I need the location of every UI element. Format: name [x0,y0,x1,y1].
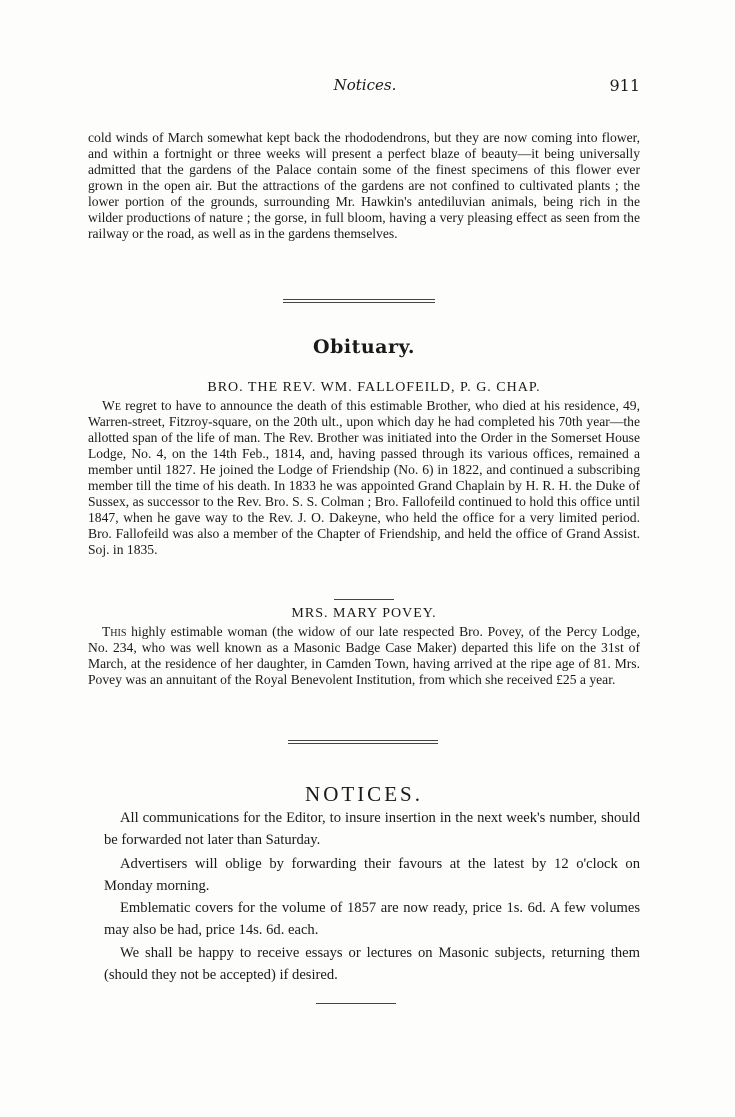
notice-item: Advertisers will oblige by forwarding their favours at the latest by 12 o'clock on Monday morning. [104,856,640,894]
obituary-heading-fallofeild: BRO. THE REV. WM. FALLOFEILD, P. G. CHAP. [207,380,541,395]
entry-divider [334,599,394,600]
obituary-entry-fallofeild [88,398,640,558]
obituary-entry-povey [88,624,640,688]
notice-item: We shall be happy to receive essays or lectures on Masonic subjects, returning them (should they not be accepted) if desired. [104,945,640,983]
obituary-title: Obituary. [313,336,415,358]
entry-text: regret to have to announce the death of this estimable Brother, who died at his residence, 49, Warren-street, Fitzroy-square, on the 20th ult., upon which day he had completed his 70th year—the allotted span of the life of man. The Rev. Brother was initiated into the Order in the Somerset House Lodge, No. 4, on the 14th Feb., 1814, and, having passed through its various offices, remained a member until 1827. He joined the Lodge of Friendship (No. 6) in 1822, and continued a subscribing member till the time of his death. In 1833 he was appointed Grand Chaplain by H. R. H. the Duke of Sussex, as successor to the Rev. Bro. S. S. Colman ; Bro. Fallofeild continued to hold this office until 1847, when he gave way to the Rev. J. O. Dakeyne, who held the office for a very limited period. Bro. Fallofeild was also a member of the Chapter of Friendship, and held the office of Grand Assist. Soj. in 1835. [88,398,640,557]
entry-text: highly estimable woman (the widow of our late respected Bro. Povey, of the Percy Lodge, No. 234, who was well known as a Masonic Badge Case Maker) departed this life on the 31st of March, at the residence of her daughter, in Camden Town, having arrived at the ripe age of 81. Mrs. Povey was an annuitant of the Royal Benevolent Institution, from which she received £25 a year. [88,624,640,687]
notices-title: NOTICES. [305,782,423,806]
page-number: 911 [609,76,640,95]
lead-word: This [102,624,127,639]
notice-item: All communications for the Editor, to insure insertion in the next week's number, should be forwarded not later than Saturday. [104,810,640,848]
end-divider [316,1003,396,1004]
obituary-heading-povey: MRS. MARY POVEY. [291,606,437,621]
section-divider [288,740,438,744]
notice-item: Emblematic covers for the volume of 1857 are now ready, price 1s. 6d. A few volumes may also be had, price 14s. 6d. each. [104,900,640,938]
intro-paragraph: cold winds of March somewhat kept back the rhododendrons, but they are now coming into flower, and within a fortnight or three weeks will present a perfect blaze of beauty—it being universally admitted that the gardens of the Palace contain some of the finest specimens of this flower ever grown in the open air. But the attractions of the gardens are not confined to cultivated plants ; the lower portion of the grounds, surrounding Mr. Hawkin's antediluvian animals, being rich in the wilder productions of nature ; the gorse, in full bloom, having a very pleasing effect as seen from the railway or the road, as well as in the gardens themselves. [88,130,640,241]
section-divider [283,299,435,303]
lead-word: We [102,398,121,413]
running-title: Notices. [333,76,397,94]
page-header [90,76,640,98]
